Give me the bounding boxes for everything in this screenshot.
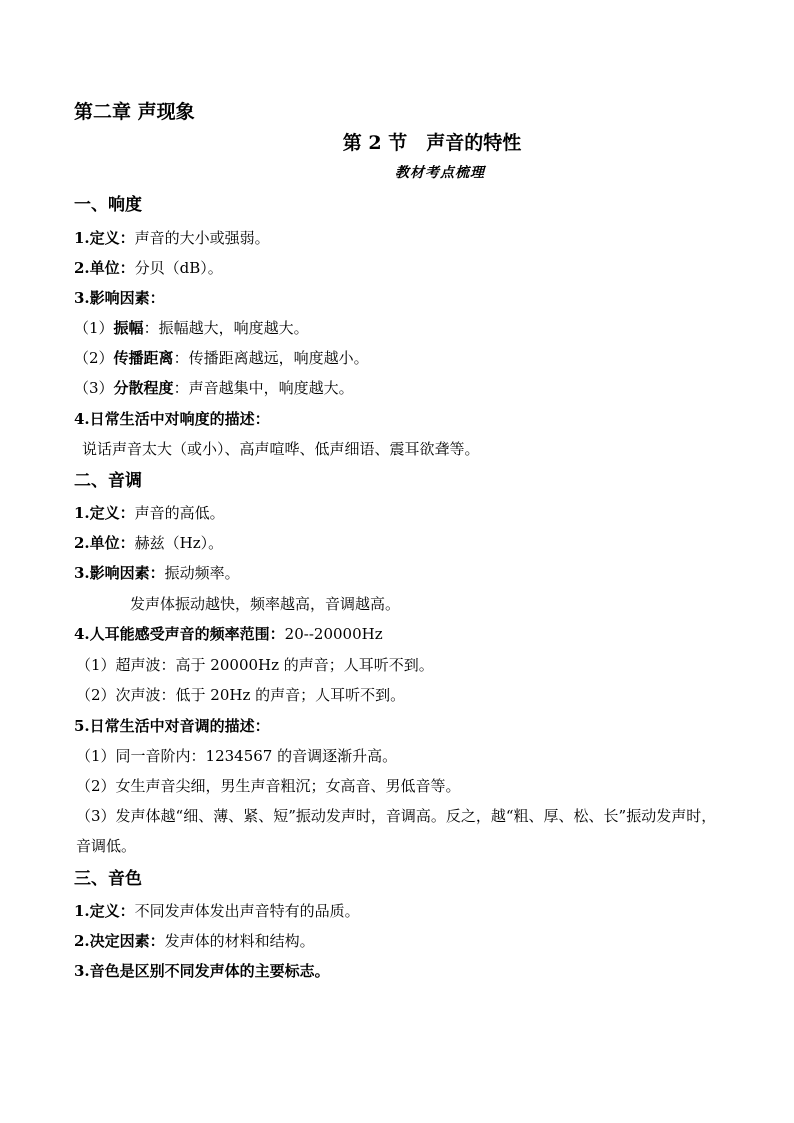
pitch-description-1: （1）同一音阶内：1234567 的音调逐渐升高。 — [76, 747, 398, 765]
text: 赫兹（Hz）。 — [134, 534, 224, 552]
text: ：振幅越大，响度越大。 — [143, 319, 309, 337]
loudness-factor-label: 3.影响因素： — [74, 289, 165, 307]
prefix: （1） — [74, 319, 114, 337]
loudness-factor-3 — [74, 378, 734, 398]
loudness-factor-1 — [74, 318, 734, 338]
chapter-title: 第二章 声现象 — [74, 101, 195, 123]
loudness-definition — [74, 228, 734, 248]
heading-pitch: 二、音调 — [74, 471, 142, 491]
text: ：声音越集中，响度越大。 — [173, 379, 354, 397]
heading-loudness: 一、响度 — [74, 195, 142, 215]
pitch-definition — [74, 503, 734, 523]
label: 振幅 — [113, 319, 144, 337]
prefix: （3） — [74, 379, 114, 397]
text: ：传播距离越远，响度越小。 — [173, 349, 369, 367]
text: 声音的大小或强弱。 — [134, 229, 270, 247]
text: 分贝（dB）。 — [134, 259, 223, 277]
section-title: 第 2 节 声音的特性 — [342, 132, 522, 154]
label: 2.单位： — [74, 259, 135, 277]
pitch-factor-detail: 发声体振动越快，频率越高，音调越高。 — [130, 595, 401, 613]
label: 1.定义： — [74, 504, 135, 522]
label: 4.人耳能感受声音的频率范围： — [74, 625, 285, 643]
text: 声音的高低。 — [134, 504, 225, 522]
pitch-ultrasonic: （1）超声波：高于 20000Hz 的声音；人耳听不到。 — [76, 656, 434, 674]
text: 发声体的材料和结构。 — [164, 932, 315, 950]
loudness-description-text: 说话声音太大（或小）、高声喧哗、低声细语、震耳欲聋等。 — [82, 440, 480, 458]
text: 不同发声体发出声音特有的品质。 — [134, 902, 360, 920]
loudness-description-label: 4.日常生活中对响度的描述： — [74, 410, 270, 428]
subtitle: 教材考点梳理 — [395, 165, 485, 181]
prefix: （2） — [74, 349, 114, 367]
pitch-description-label: 5.日常生活中对音调的描述： — [74, 717, 270, 735]
timbre-note: 3.音色是区别不同发声体的主要标志。 — [74, 962, 330, 980]
pitch-description-2: （2）女生声音尖细，男生声音粗沉；女高音、男低音等。 — [76, 777, 461, 795]
label: 分散程度 — [113, 379, 174, 397]
label: 1.定义： — [74, 229, 135, 247]
text: 20--20000Hz — [284, 625, 383, 643]
heading-timbre: 三、音色 — [74, 869, 142, 889]
label: 2.决定因素： — [74, 932, 165, 950]
text: 振动频率。 — [164, 564, 240, 582]
timbre-definition — [74, 901, 734, 921]
pitch-description-3: （3）发声体越“细、薄、紧、短”振动发声时，音调高。反之，越“粗、厚、松、长”振动发声时，音调低。 — [76, 807, 717, 855]
pitch-infrasonic: （2）次声波：低于 20Hz 的声音；人耳听不到。 — [76, 686, 406, 704]
timbre-factor — [74, 931, 734, 951]
label: 2.单位： — [74, 534, 135, 552]
pitch-unit — [74, 533, 734, 553]
pitch-hearing-range — [74, 624, 734, 644]
label: 1.定义： — [74, 902, 135, 920]
pitch-factor — [74, 563, 734, 583]
loudness-unit — [74, 258, 734, 278]
loudness-factor-2 — [74, 348, 734, 368]
label: 传播距离 — [113, 349, 174, 367]
label: 3.影响因素： — [74, 564, 165, 582]
